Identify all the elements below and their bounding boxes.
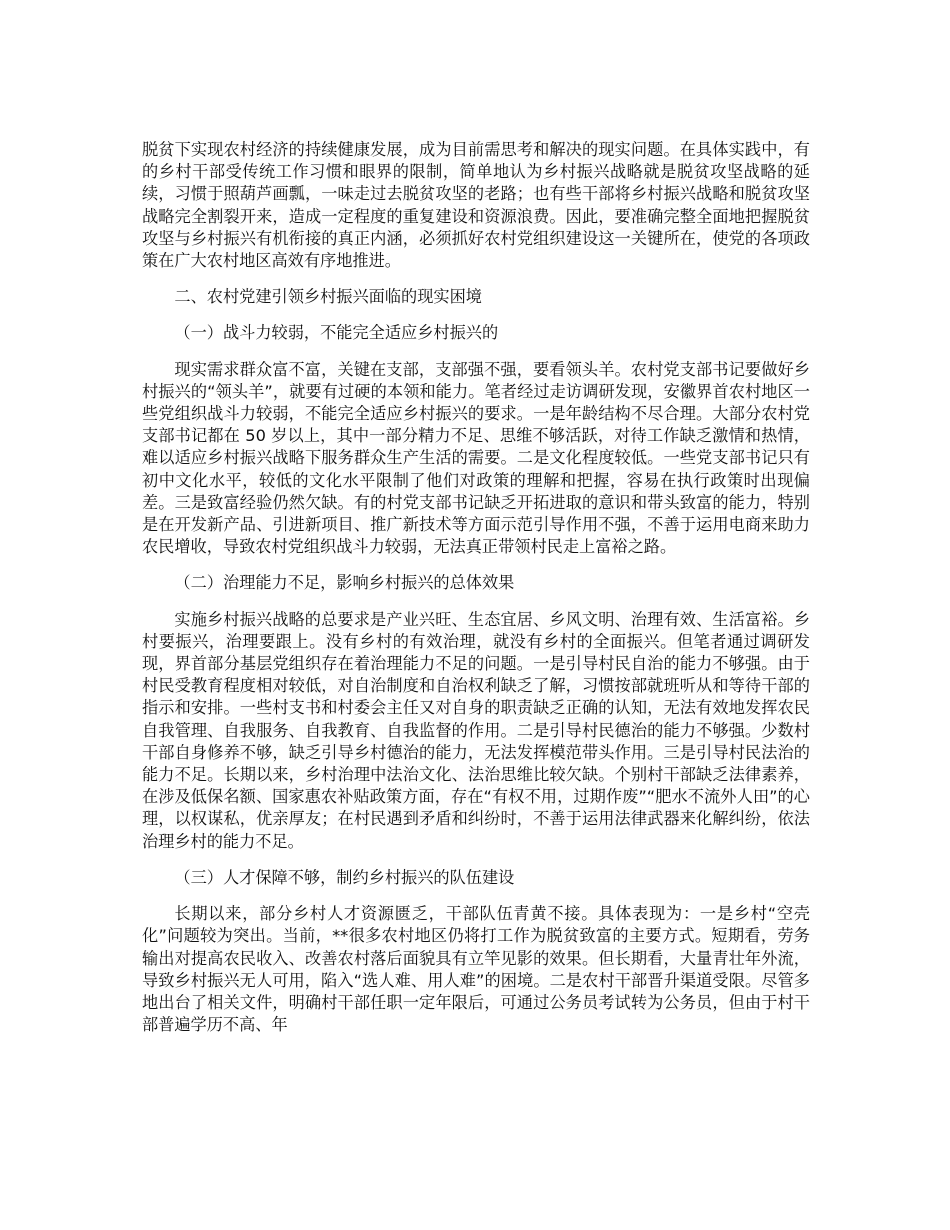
- spacer: [142, 853, 810, 867]
- spacer: [142, 345, 810, 359]
- spacer: [142, 308, 810, 322]
- document-page: [142, 139, 810, 1036]
- spacer: [142, 272, 810, 286]
- paragraph-intro-continued: 脱贫下实现农村经济的持续健康发展，成为目前需思考和解决的现实问题。在具体实践中，有的乡村干部受传统工作习惯和眼界的限制，简单地认为乡村振兴战略就是脱贫攻坚战略的延续，习惯于照葫芦画瓢，一味走过去脱贫攻坚的老路；也有些干部将乡村振兴战略和脱贫攻坚战略完全割裂开来，造成一定程度的重复建设和资源浪费。因此，要准确完整全面地把握脱贫攻坚与乡村振兴有机衔接的真正内涵，必须抓好农村党组织建设这一关键所在，使党的各项政策在广大农村地区高效有序地推进。: [142, 140, 810, 271]
- spacer: [142, 595, 810, 609]
- subsection-heading-2: （二）治理能力不足，影响乡村振兴的总体效果: [174, 573, 515, 593]
- paragraph-talent: 长期以来，部分乡村人才资源匮乏，干部队伍青黄不接。具体表现为：一是乡村“空壳化”问题较为突出。当前，**很多农村地区仍将打工作为脱贫致富的主要方式。短期看，劳务输出对提高农民收入、改善农村落后面貌具有立竿见影的效果。但长期看，大量青壮年外流，导致乡村振兴无人可用，陷入“选人难、用人难”的困境。二是农村干部晋升渠道受限。尽管多地出台了相关文件，明确村干部任职一定年限后，可通过公务员考试转为公务员，但由于村干部普遍学历不高、年: [142, 904, 810, 1035]
- paragraph-combat-capability: 现实需求群众富不富，关键在支部，支部强不强，要看领头羊。农村党支部书记要做好乡村振兴的“领头羊”，就要有过硬的本领和能力。笔者经过走访调研发现，安徽界首农村地区一些党组织战斗力较弱，不能完全适应乡村振兴的要求。一是年龄结构不尽合理。大部分农村党支部书记都在 50 岁以上，其中一部分精力不足、思维不够活跃，对待工作缺乏激情和热情，难以适应乡村振兴战略下服务群众生产生活的需要。二是文化程度较低。一些党支部书记只有初中文化水平，较低的文化水平限制了他们对政策的理解和把握，容易在执行政策时出现偏差。三是致富经验仍然欠缺。有的村党支部书记缺乏开拓进取的意识和带头致富的能力，特别是在开发新产品、引进新项目、推广新技术等方面示范引导作用不强，不善于运用电商来助力农民增收，导致农村党组织战斗力较弱，无法真正带领村民走上富裕之路。: [142, 359, 810, 557]
- subsection-heading-3: （三）人才保障不够，制约乡村振兴的队伍建设: [174, 867, 515, 887]
- section-heading-2: 二、农村党建引领乡村振兴面临的现实困境: [174, 287, 482, 307]
- paragraph-governance: 实施乡村振兴战略的总要求是产业兴旺、生态宜居、乡风文明、治理有效、生活富裕。乡村要振兴，治理要跟上。没有乡村的有效治理，就没有乡村的全面振兴。但笔者通过调研发现，界首部分基层党组织存在着治理能力不足的问题。一是引导村民自治的能力不够强。由于村民受教育程度相对较低，对自治制度和自治权利缺乏了解，习惯按部就班听从和等待干部的指示和安排。一些村支书和村委会主任又对自身的职责缺乏正确的认知，无法有效地发挥农民自我管理、自我服务、自我教育、自我监督的作用。二是引导村民德治的能力不够强。少数村干部自身修养不够，缺乏引导乡村德治的能力，无法发挥模范带头作用。三是引导村民法治的能力不足。长期以来，乡村治理中法治文化、法治思维比较欠缺。个别村干部缺乏法律素养，在涉及低保名额、国家惠农补贴政策方面，存在“有权不用，过期作废”“肥水不流外人田”的心理，以权谋私，优亲厚友；在村民遇到矛盾和纠纷时，不善于运用法律武器来化解纠纷，依法治理乡村的能力不足。: [142, 609, 810, 851]
- spacer: [142, 558, 810, 572]
- spacer: [142, 889, 810, 903]
- subsection-heading-1: （一）战斗力较弱，不能完全适应乡村振兴的: [174, 323, 499, 343]
